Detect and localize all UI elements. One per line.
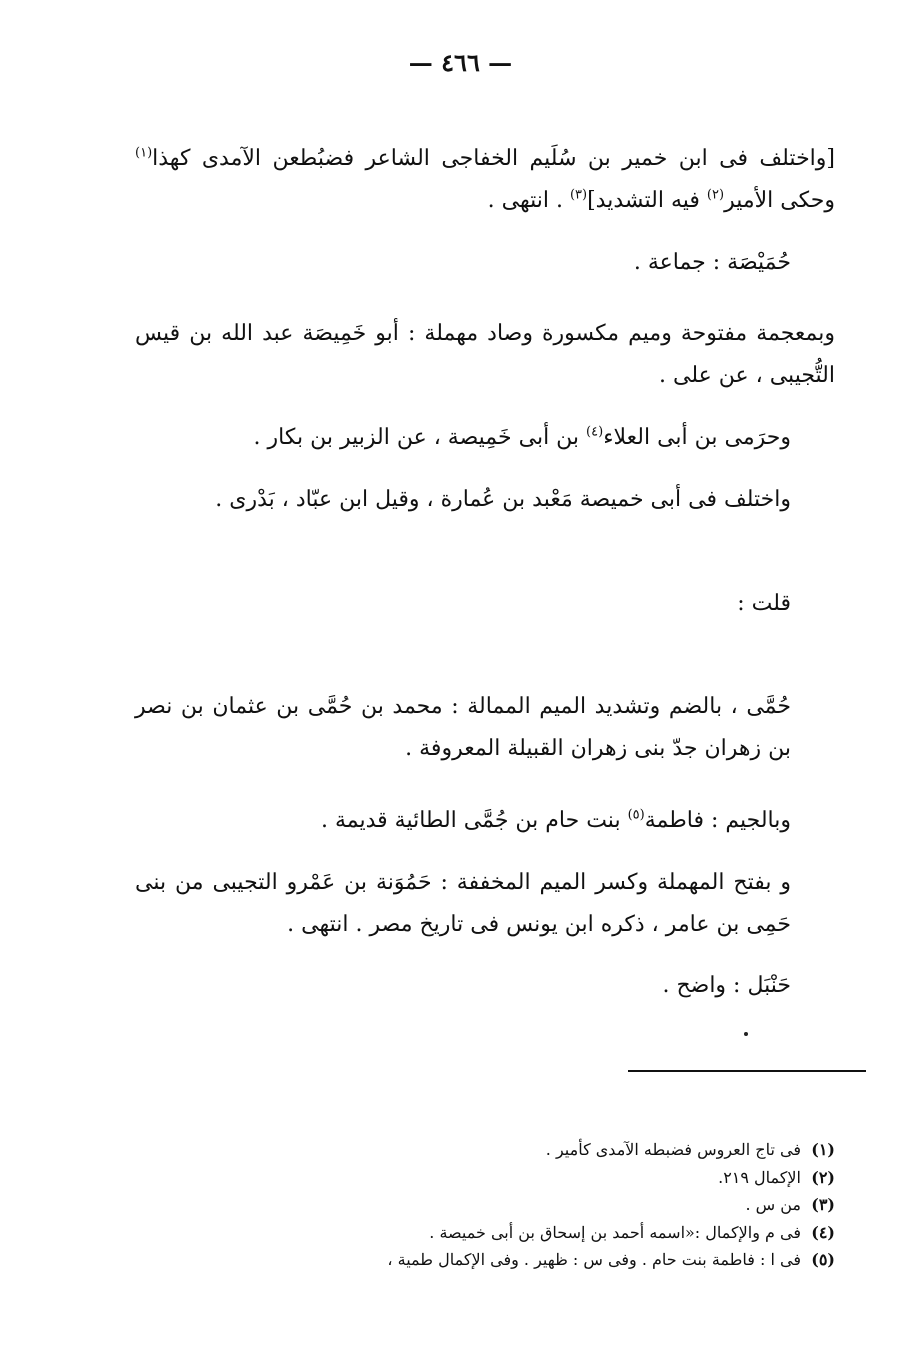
paragraph-1: [واختلف فى ابن خمير بن سُلَيم الخفاجى الشاعر فضبُطعن الآمدى كهذا$^{(١)}$ وحكى الأمير$^{(٢)}$ فيه التشديد]$^{(٣)}$ . انتهى .	[135, 145, 835, 213]
footnote-item	[135, 1246, 835, 1274]
paragraph-7: حُمَّى ، بالضم وتشديد الميم الممالة : محمد بن حُمَّى بن عثمان بن نصر بن زهران جدّ بنى زهران القبيلة المعروفة .	[135, 694, 791, 762]
footnote-number: (٤)	[811, 1222, 835, 1242]
footnote-ref[interactable]: (٤)	[586, 424, 604, 440]
footnote-text: من س .	[745, 1195, 801, 1215]
paragraph-3: وبمعجمة مفتوحة وميم مكسورة وصاد مهملة : أبو خَمِيصَة عبد الله بن قيس التُّجيبى ، عن على .	[135, 321, 835, 389]
footnote-item	[135, 1164, 835, 1192]
footnote-ref[interactable]: (٣)	[569, 187, 588, 203]
footnotes	[135, 1136, 835, 1274]
footnote-text: فى ا : فاطمة بنت حام . وفى س : ظهير . وفى الإكمال طمية ،	[387, 1250, 801, 1270]
footnote-text: فى م والإكمال :«اسمه أحمد بن إسحاق بن أبى خميصة .	[429, 1222, 801, 1242]
footnote-number: (٣)	[811, 1195, 835, 1215]
footnote-number: (٢)	[811, 1167, 835, 1187]
footnote-item	[135, 1219, 835, 1247]
footnote-item	[135, 1191, 835, 1219]
paragraph-4: وحرَمى بن أبى العلاء$^{(٤)}$ بن أبى خَمِيصة ، عن الزبير بن بكار .	[253, 424, 791, 450]
paragraph-10: حَنْبَل : واضح .	[662, 973, 791, 999]
footnote-separator	[628, 1070, 866, 1072]
paragraph-5: واختلف فى أبى خميصة مَعْبد بن عُمارة ، وقيل ابن عبّاد ، بَدْرى .	[215, 486, 791, 512]
paragraph-9: و بفتح المهملة وكسر الميم المخففة : حَمُوَنة بن عَمْرو التجيبى من بنى حَمِى بن عامر ، ذكره ابن يونس فى تاريخ مصر . انتهى .	[135, 869, 791, 937]
footnote-ref[interactable]: (٢)	[706, 187, 725, 203]
footnote-text: الإكمال ٢١٩.	[718, 1167, 801, 1187]
footnote-text: فى تاج العروس فضبطه الآمدى كأمير .	[545, 1140, 801, 1159]
paragraph-8: وبالجيم : فاطمة$^{(٥)}$ بنت حام بن جُمَّى الطائية قديمة .	[320, 807, 791, 833]
footnote-item	[135, 1136, 835, 1164]
footnote-number: (١)	[811, 1140, 835, 1159]
paragraph-2: حُمَيْصَة : جماعة .	[633, 249, 791, 275]
footnote-ref[interactable]: (٥)	[627, 807, 645, 823]
main-text	[135, 138, 835, 1007]
page-number: — ٤٦٦ —	[408, 48, 513, 77]
footnote-ref[interactable]: (١)	[135, 145, 153, 161]
footnote-number: (٥)	[811, 1250, 835, 1270]
paragraph-6: قلت :	[737, 590, 791, 616]
stray-mark	[744, 1032, 748, 1036]
